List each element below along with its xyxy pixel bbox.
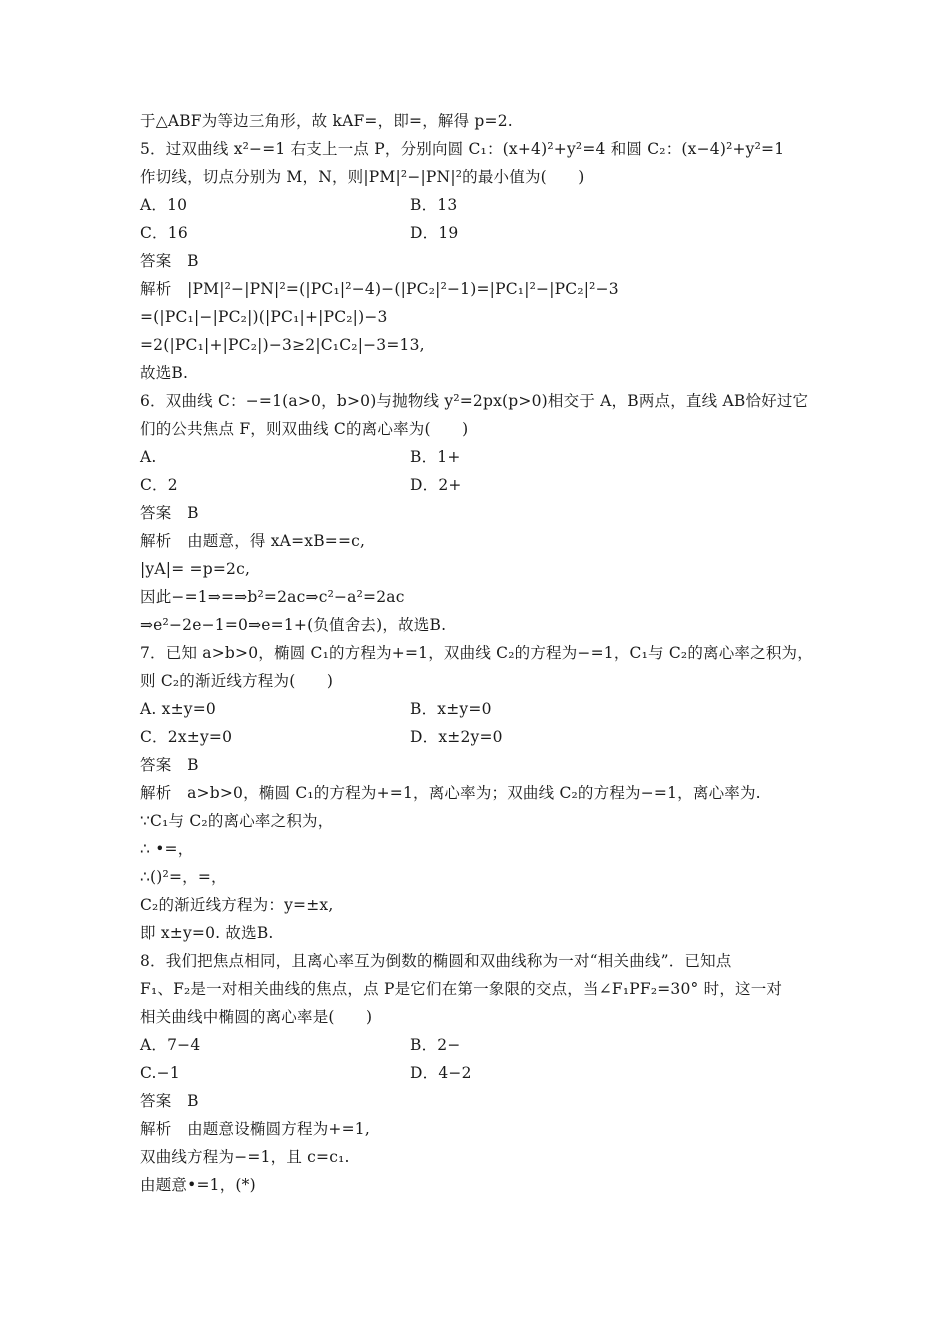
text-line: 故选B. [140,364,189,382]
text-line: D．x±2y=0 [410,728,503,746]
text-line: C.−1 [140,1064,180,1082]
text-line: 解析 由题意，得 xA=xB==c, [140,532,366,550]
text-line: 由题意•=1，(*) [140,1176,256,1194]
text-line: B．2− [410,1036,461,1054]
text-line: 8．我们把焦点相同，且离心率互为倒数的椭圆和双曲线称为一对“相关曲线”．已知点 [140,952,732,970]
text-line: 5．过双曲线 x²−=1 右支上一点 P，分别向圆 C₁：(x+4)²+y²=4 和圆 C₂：(x−4)²+y²=1 [140,140,785,158]
text-line: B．13 [410,196,458,214]
text-line: 解析 |PM|²−|PN|²=(|PC₁|²−4)−(|PC₂|²−1)=|PC₁|²−|PC₂|²−3 [140,280,619,298]
text-line: ⇒e²−2e−1=0⇒e=1+(负值舍去)，故选B. [140,616,447,634]
text-line: B．1+ [410,448,461,466]
text-line: A．7−4 [140,1036,201,1054]
text-line: 解析 由题意设椭圆方程为+=1, [140,1120,370,1138]
text-line: 答案 B [140,504,199,522]
text-line: F₁、F₂是一对相关曲线的焦点，点 P是它们在第一象限的交点，当∠F₁PF₂=30° 时，这一对 [140,980,783,998]
text-line: 答案 B [140,756,199,774]
text-line: 们的公共焦点 F，则双曲线 C的离心率为( ) [140,420,469,438]
text-line: B．x±y=0 [410,700,492,718]
text-line: =(|PC₁|−|PC₂|)(|PC₁|+|PC₂|)−3 [140,308,388,326]
text-line: A. x±y=0 [140,700,216,718]
text-line: A. [140,448,157,466]
text-line: 答案 B [140,1092,199,1110]
text-line: 因此−=1⇒=⇒b²=2ac⇒c²−a²=2ac [140,588,405,606]
text-line: 即 x±y=0. 故选B. [140,924,274,942]
text-line: =2(|PC₁|+|PC₂|)−3≥2|C₁C₂|−3=13, [140,336,425,354]
text-line: 6．双曲线 C：−=1(a>0，b>0)与抛物线 y²=2px(p>0)相交于 A，B两点，直线 AB恰好过它 [140,392,809,410]
text-line: ∴ •=， [140,840,194,858]
text-line: 则 C₂的渐近线方程为( ) [140,672,334,690]
text-line: D．4−2 [410,1064,472,1082]
text-line: 双曲线方程为−=1，且 c=c₁. [140,1148,350,1166]
text-line: D．19 [410,224,459,242]
text-line: 答案 B [140,252,199,270]
text-line: 7．已知 a>b>0，椭圆 C₁的方程为+=1，双曲线 C₂的方程为−=1，C₁与 C₂的离心率之积为， [140,644,813,662]
text-line: C．2x±y=0 [140,728,233,746]
text-line: 于△ABF为等边三角形，故 kAF=，即=，解得 p=2. [140,112,513,130]
text-line: A．10 [140,196,188,214]
text-line: ∵C₁与 C₂的离心率之积为， [140,812,334,830]
text-line: 解析 a>b>0，椭圆 C₁的方程为+=1，离心率为；双曲线 C₂的方程为−=1，离心率为. [140,784,761,802]
text-line: D．2+ [410,476,462,494]
text-line: C．16 [140,224,188,242]
text-line: 相关曲线中椭圆的离心率是( ) [140,1008,373,1026]
text-line: ∴()²=，=， [140,868,227,886]
text-line: C₂的渐近线方程为：y=±x, [140,896,334,914]
text-line: |yA|= =p=2c, [140,560,251,578]
text-line: 作切线，切点分别为 M，N，则|PM|²−|PN|²的最小值为( ) [140,168,585,186]
text-line: C．2 [140,476,178,494]
